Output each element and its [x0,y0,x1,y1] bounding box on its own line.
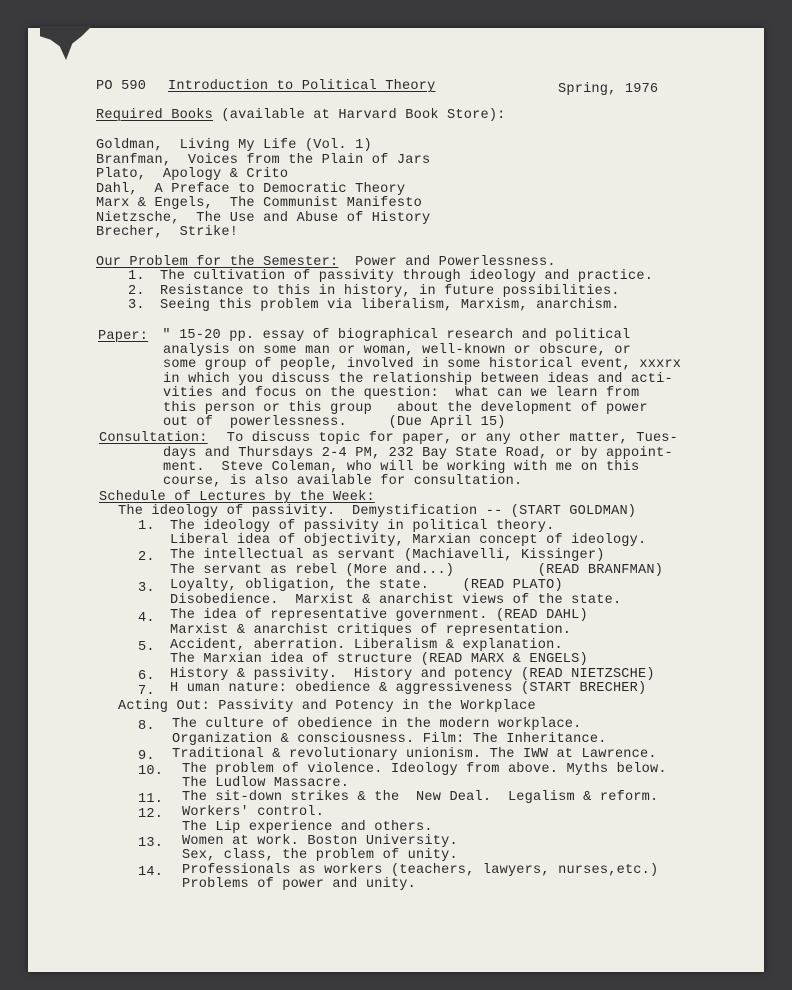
lecture-line: The sit-down strikes & the New Deal. Legalism & reform. [182,790,659,805]
lecture-number: 12. [138,807,164,822]
problem-item-text: The cultivation of passivity through ideology and practice. [160,269,654,284]
consultation-line: ment. Steve Coleman, who will be working with me on this [163,460,640,475]
lecture-line: Professionals as workers (teachers, lawyers, nurses,etc.) [182,863,659,878]
lecture-line: Problems of power and unity. [182,877,417,892]
problem-item-text: Resistance to this in history, in future possibilities. [160,284,620,299]
lecture-line: Accident, aberration. Liberalism & explanation. [170,638,563,653]
lecture-number: 13. [138,836,164,851]
lecture-line: The Marxian idea of structure (READ MARX & ENGELS) [170,652,588,667]
problem-item-number: 1. [128,269,145,284]
lecture-number: 3. [138,581,155,596]
paper-label: Paper: [98,329,149,344]
paper-line: analysis on some man or woman, well-known or obscure, or [163,343,632,358]
lecture-line: H uman nature: obedience & aggressiveness (START BRECHER) [170,681,647,696]
lecture-line: Organization & consciousness. Film: The Inheritance. [172,732,607,747]
books-heading-line [96,109,506,124]
book-item: Goldman, Living My Life (Vol. 1) [96,138,372,153]
lecture-line: Workers' control. [182,805,325,820]
lecture-number: 5. [138,640,155,655]
schedule-part-title: The ideology of passivity. Demystification -- (START GOLDMAN) [118,504,637,519]
problem-heading-rest: Power and Powerlessness. [338,255,556,270]
consultation-line: days and Thursdays 2-4 PM, 232 Bay State Road, or by appoint- [163,446,673,461]
lecture-number: 6. [138,669,155,684]
lecture-number: 1. [138,519,155,534]
book-item: Nietzsche, The Use and Abuse of History [96,211,431,226]
consultation-line: To discuss topic for paper, or any other matter, Tues- [210,431,679,446]
lecture-line: The idea of representative government. (READ DAHL) [170,608,588,623]
course-title: Introduction to Political Theory [168,79,436,94]
lecture-line: Marxist & anarchist critiques of representation. [170,623,572,638]
paper-line: out of powerlessness. (Due April 15) [163,415,506,430]
paper-line: vities and focus on the question: what can we learn from [163,386,640,401]
lecture-line: Liberal idea of objectivity, Marxian concept of ideology. [170,533,647,548]
lecture-line: Traditional & revolutionary unionism. The IWW at Lawrence. [172,747,657,762]
lecture-line: Disobedience. Marxist & anarchist views of the state. [170,593,622,608]
paper-line: this person or this group about the development of power [163,401,648,416]
books-heading-note: (available at Harvard Book Store): [213,108,506,123]
book-item: Brecher, Strike! [96,225,239,240]
lecture-number: 10. [138,764,164,779]
lecture-number: 2. [138,550,155,565]
lecture-number: 4. [138,611,155,626]
schedule-part-title: Acting Out: Passivity and Potency in the Workplace [118,699,536,714]
lecture-number: 9. [138,749,155,764]
term: Spring, 1976 [558,82,659,97]
problem-item-number: 3. [128,298,145,313]
book-item: Branfman, Voices from the Plain of Jars [96,153,431,168]
consultation-label: Consultation: [99,431,208,446]
lecture-number: 8. [138,719,155,734]
paper-line: some group of people, involved in some historical event, xxxrx [163,357,682,372]
paper-line: in which you discuss the relationship between ideas and acti- [163,372,673,387]
lecture-number: 7. [138,684,155,699]
lecture-line: The culture of obedience in the modern workplace. [172,717,582,732]
lecture-line: The ideology of passivity in political theory. [170,519,555,534]
course-code: PO 590 [96,79,147,94]
problem-item-number: 2. [128,284,145,299]
lecture-line: The problem of violence. Ideology from above. Myths below. [182,762,667,777]
paper-line: " 15-20 pp. essay of biographical research and political [154,328,631,343]
lecture-line: Sex, class, the problem of unity. [182,848,458,863]
lecture-line: The intellectual as servant (Machiavelli, Kissinger) [170,548,605,563]
lecture-line: Women at work. Boston University. [182,834,458,849]
consultation-line: course, is also available for consultation. [163,474,523,489]
book-item: Marx & Engels, The Communist Manifesto [96,196,422,211]
book-item: Dahl, A Preface to Democratic Theory [96,182,406,197]
book-item: Plato, Apology & Crito [96,167,289,182]
problem-heading: Our Problem for the Semester: [96,255,339,270]
lecture-line: The Lip experience and others. [182,820,433,835]
problem-item-text: Seeing this problem via liberalism, Marxism, anarchism. [160,298,620,313]
lecture-number: 14. [138,865,164,880]
lecture-line: The Ludlow Massacre. [182,776,350,791]
lecture-line: The servant as rebel (More and...) (READ BRANFMAN) [170,563,664,578]
lecture-line: Loyalty, obligation, the state. (READ PLATO) [170,578,563,593]
lecture-line: History & passivity. History and potency (READ NIETZSCHE) [170,667,655,682]
books-heading: Required Books [96,108,214,123]
schedule-heading: Schedule of Lectures by the Week: [99,490,375,505]
lecture-number: 11. [138,792,164,807]
